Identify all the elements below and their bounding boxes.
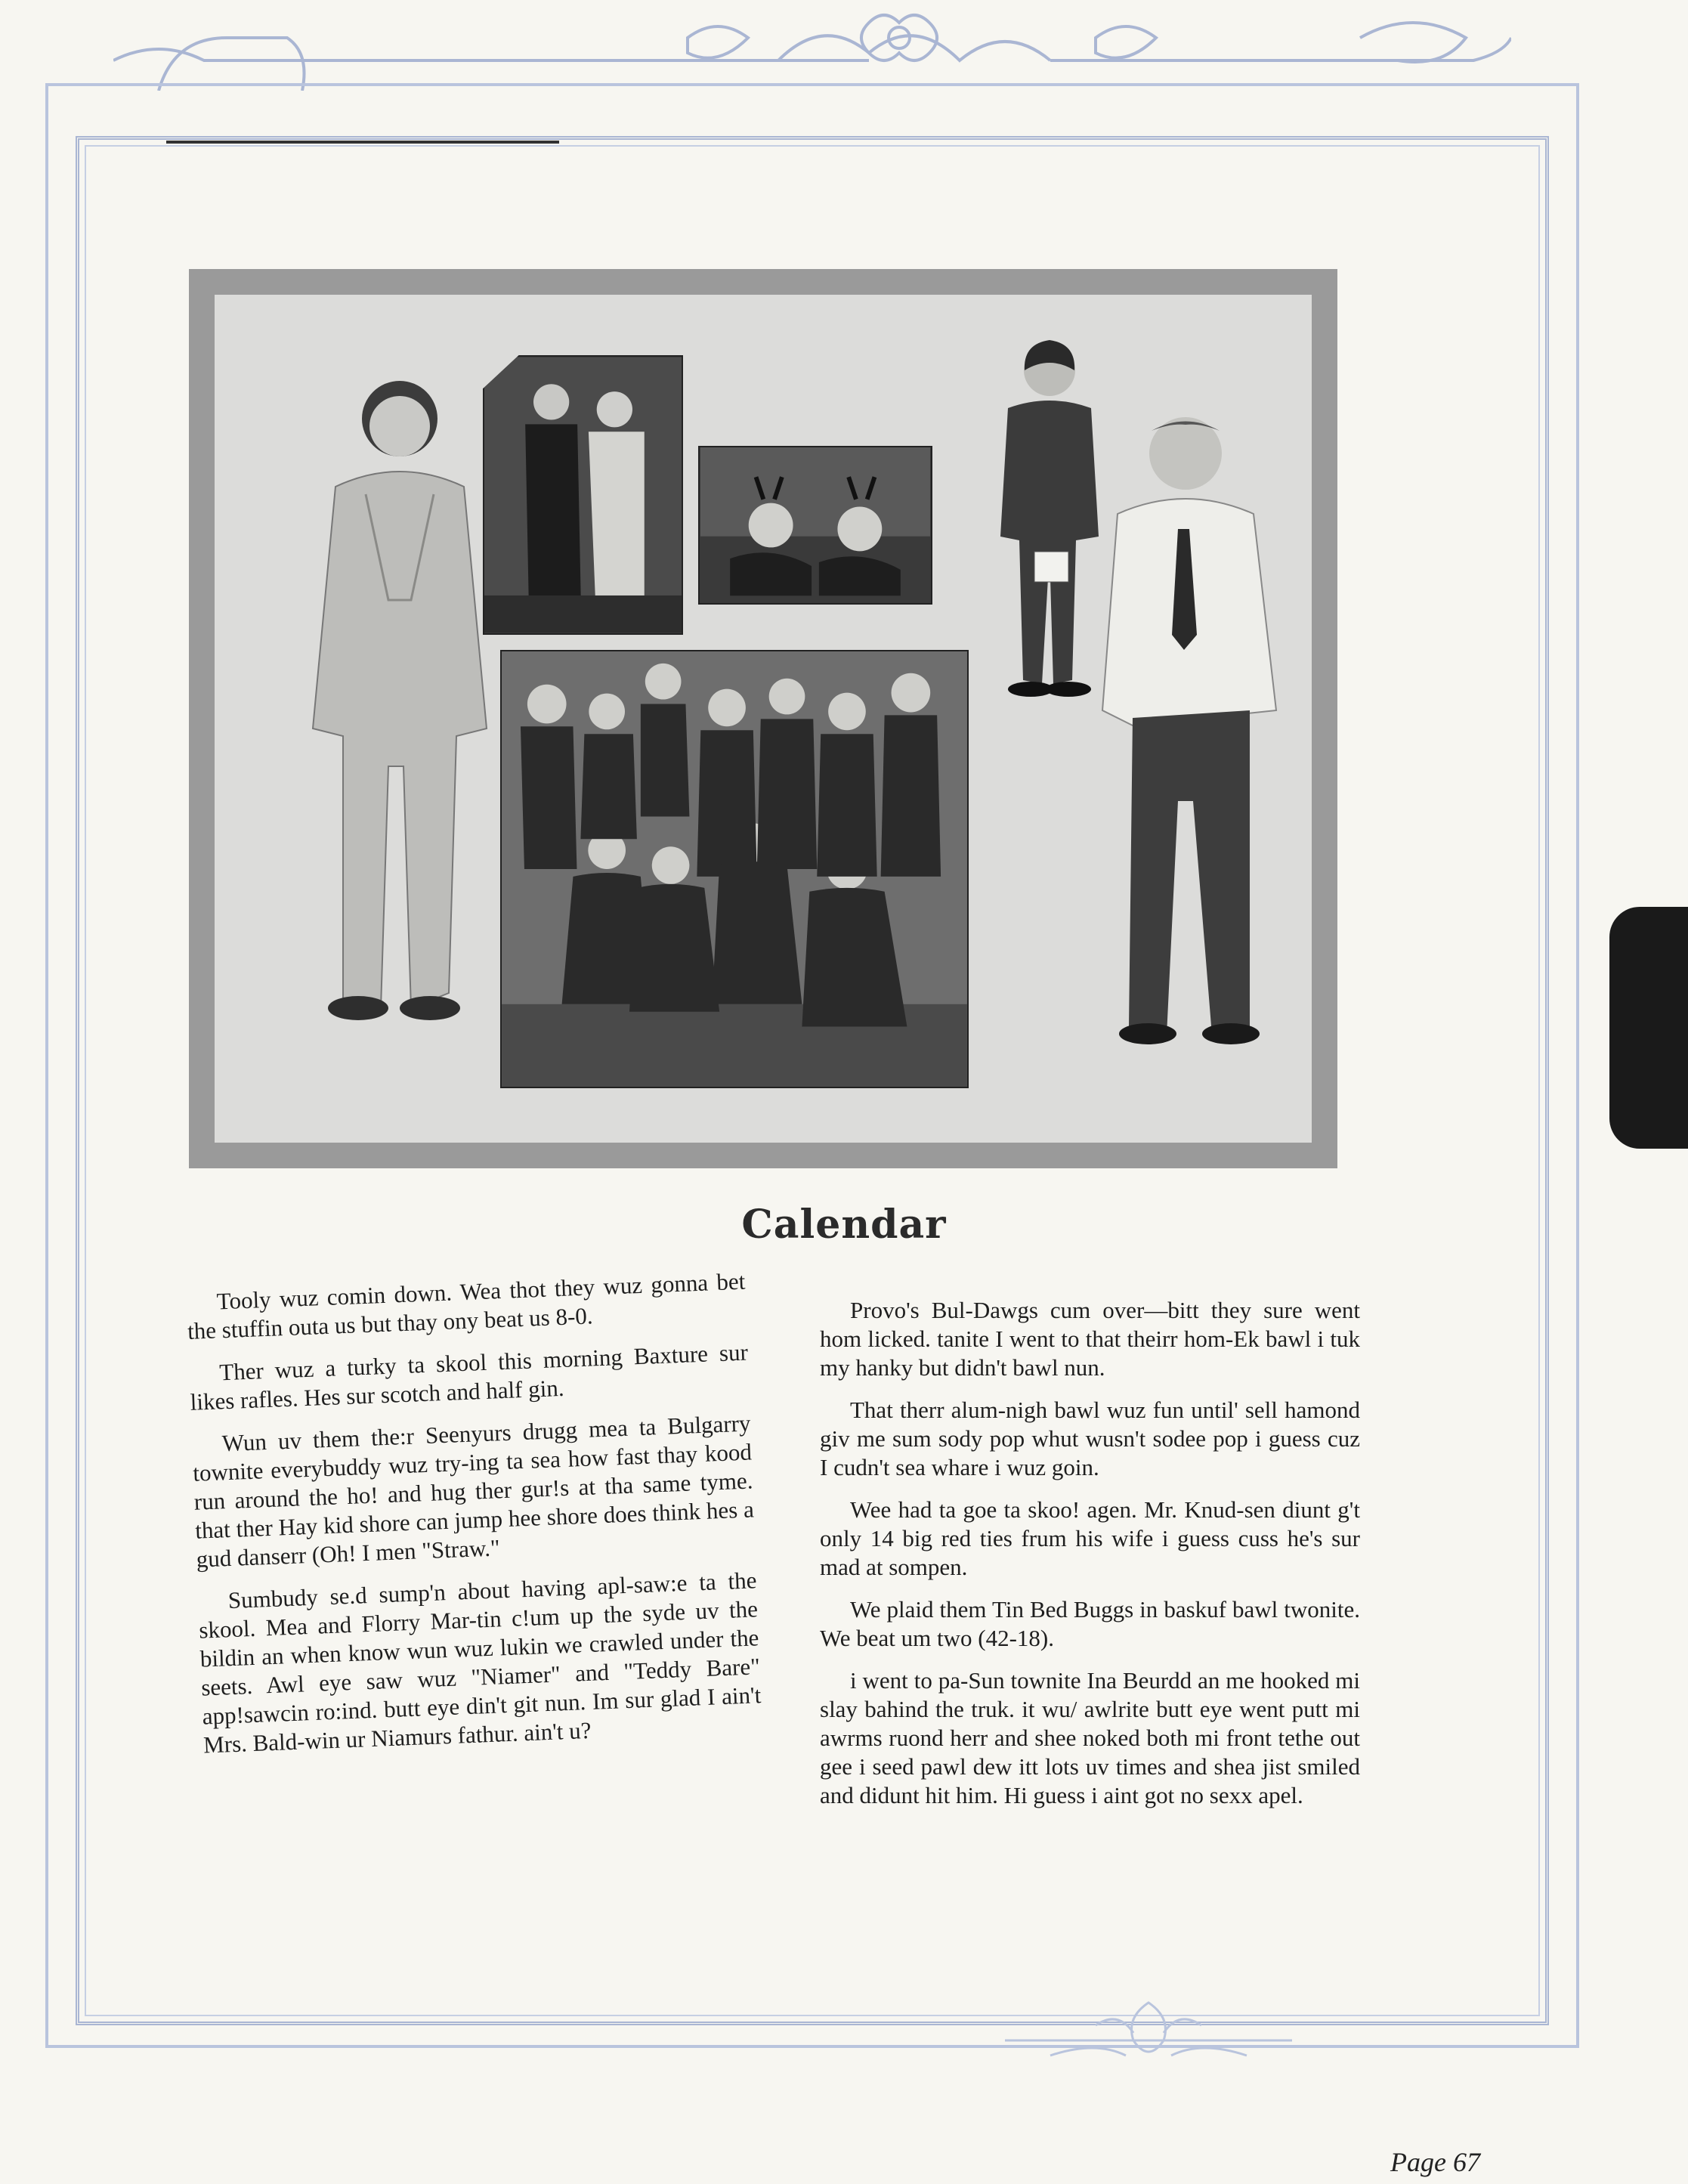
right-paragraph: i went to pa-Sun townite Ina Beurdd an me hooked mi slay bahind the truk. it wu/ awlrite butt eye went putt mi awrms ruond herr and shee noked both mi front tethe out gee i seed pawl dew itt lots uv times and shea jist smiled and didunt hit him. Hi guess i aint got no sexx apel. bbox=[820, 1667, 1360, 1808]
footer-ornament bbox=[1005, 1995, 1292, 2071]
left-text-column bbox=[186, 1267, 763, 1774]
photo-man-with-suspenders bbox=[1087, 408, 1291, 1050]
photo-man-in-overalls bbox=[298, 373, 502, 1023]
top-rule bbox=[166, 141, 559, 144]
right-paragraph: We plaid them Tin Bed Buggs in baskuf bawl twonite. We beat um two (42-18). bbox=[820, 1596, 1360, 1651]
right-paragraph: That therr alum-nigh bawl wuz fun until' sell hamond giv me sum sody pop whut wusn't sodee pop i guess cuz I cudn't sea whare i wuz goin. bbox=[820, 1397, 1360, 1480]
header-ornament bbox=[113, 8, 1511, 91]
book-binding-edge bbox=[1609, 907, 1688, 1149]
left-paragraph: Tooly wuz comin down. Wea thot they wuz gonna bet the stuffin outa us but thay ony beat us 8-0. bbox=[187, 1267, 746, 1344]
left-paragraph: Sumbudy se.d sump'n about having apl-saw:e ta the skool. Mea and Florry Mar-tin c!um up the syde uv the bildin an when know wun wuz lukin we crawled under the seets. Awl eye saw wuz "Niamer" and "Teddy Bare" app!sawcin ro:ind. butt eye din't git nun. Im sur glad I ain't Mrs. Bald-win ur Niamurs fathur. ain't u? bbox=[198, 1567, 762, 1759]
page-number: Page 67 bbox=[1390, 2147, 1480, 2177]
left-paragraph: Wun uv them the:r Seenyurs drugg mea ta Bulgarry townite everybuddy wuz try-ing ta sea how fast thay kood run around the ho! and hug ther gur!s at tha same tyme. that ther Hay kid shore can jump hee shore does think hes a gud danserr (Oh! I men "Straw." bbox=[192, 1409, 755, 1573]
photo-two-women-standing bbox=[483, 355, 683, 635]
photo-student-group bbox=[500, 650, 969, 1088]
right-paragraph: Wee had ta goe ta skoo! agen. Mr. Knud-sen diunt g't only 14 big red ties frum his wife i guess cuss he's sur mad at sompen. bbox=[820, 1496, 1360, 1580]
photo-two-girls-lying-down bbox=[698, 446, 932, 605]
page-heading: Calendar bbox=[741, 1202, 947, 1248]
left-paragraph: Ther wuz a turky ta skool this morning Baxture sur likes rafles. Hes sur scotch and half gin. bbox=[190, 1338, 749, 1415]
collage-background bbox=[215, 295, 1312, 1143]
photo-collage bbox=[189, 269, 1337, 1168]
right-paragraph: Provo's Bul-Dawgs cum over—bitt they sure went hom licked. tanite I went to that theirr hom-Ek bawl i tuk my hanky but didn't bawl nun. bbox=[820, 1297, 1360, 1381]
right-text-column bbox=[820, 1296, 1360, 1824]
